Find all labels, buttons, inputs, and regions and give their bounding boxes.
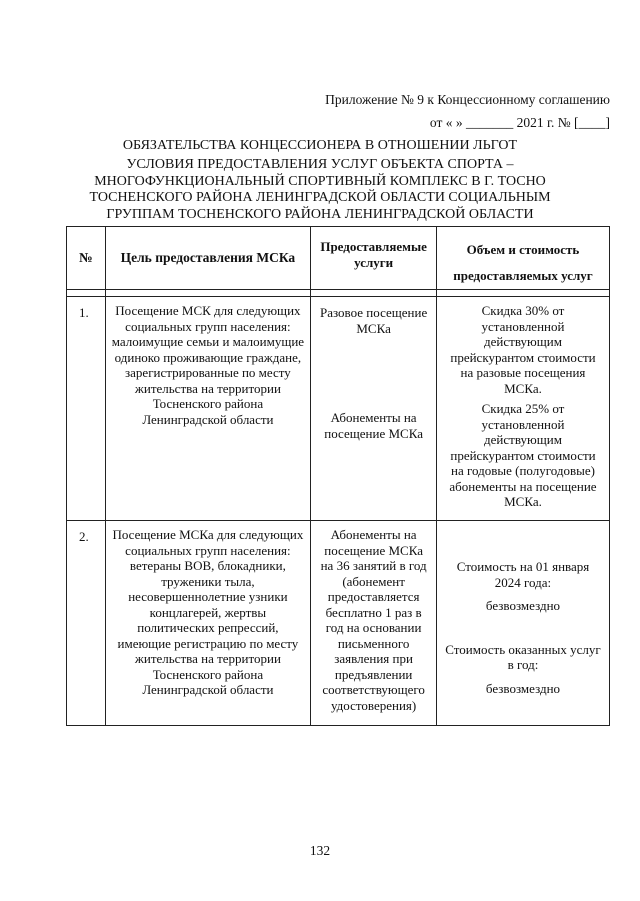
discount-single: Скидка 30% от установленной действующим прейскурантом стоимости на разовые посещения МСКа. [450,303,596,396]
page-number: 132 [309,843,331,858]
document-title: ОБЯЗАТЕЛЬСТВА КОНЦЕССИОНЕРА В ОТНОШЕНИИ ЛЬГОТ [122,138,518,153]
header-goal: Цель предоставления МСКа [105,227,311,290]
row-services [311,297,437,521]
header-volume-line2: предоставляемых услуг [453,268,593,283]
table-row [67,297,610,521]
row-volume [436,297,609,521]
row-goal: Посещение МСК для следующих социальных групп населения: малоимущие семьи и малоимущие одиноко проживающие граждане, зарегистрированные по месту жительства на территории Тосненского района Ленинградской области [105,297,311,521]
cost-value-annual: безвозмездно [485,680,561,696]
table-header-row [67,227,610,290]
table-spacer-row [67,290,610,297]
header-volume [436,227,609,290]
cost-label-2024: Стоимость на 01 января 2024 года: [456,559,590,590]
service-subscription: Абонементы на посещение МСКа [324,410,423,441]
header-services: Предоставляемые услуги [311,227,437,290]
row-goal: Посещение МСКа для следующих социальных групп населения: ветераны ВОВ, блокадники, труженики тыла, несовершеннолетние узники концлагерей, жертвы политических репрессий, имеющие регистрацию по месту жительства на территории Тосненского района Ленинградской области [105,521,311,726]
row-number: 2. [67,521,106,726]
benefits-table [66,226,610,726]
header-num: № [67,227,106,290]
table-row [67,521,610,726]
row-services: Абонементы на посещение МСКа на 36 занятий в год (абонемент предоставляется бесплатно 1 раз в год на основании письменного заявления при предъявлении соответствующего удостоверения) [311,521,437,726]
service-single-visit: Разовое посещение МСКа [320,305,428,336]
annex-reference: Приложение № 9 к Концессионному соглашению [325,92,610,107]
cost-value-2024: безвозмездно [485,598,561,613]
document-subtitle: УСЛОВИЯ ПРЕДОСТАВЛЕНИЯ УСЛУГ ОБЪЕКТА СПОРТА – МНОГОФУНКЦИОНАЛЬНЫЙ СПОРТИВНЫЙ КОМПЛЕКС В Г. ТОСНО ТОСНЕНСКОГО РАЙОНА ЛЕНИНГРАДСКОЙ ОБЛАСТИ СОЦИАЛЬНЫМ ГРУППАМ ТОСНЕНСКОГО РАЙОНА ЛЕНИНГРАДСКОЙ ОБЛАСТИ [89,157,551,222]
row-number: 1. [67,297,106,521]
header-volume-line1: Объем и стоимость [466,242,580,257]
discount-subscription: Скидка 25% от установленной действующим прейскурантом стоимости на годовые (полугодовые) абонементы на посещение МСКа. [449,401,597,509]
row-volume [436,521,609,726]
agreement-date-line: от « » _______ 2021 г. № [____] [429,115,610,130]
cost-label-annual: Стоимость оказанных услуг в год: [445,641,601,672]
